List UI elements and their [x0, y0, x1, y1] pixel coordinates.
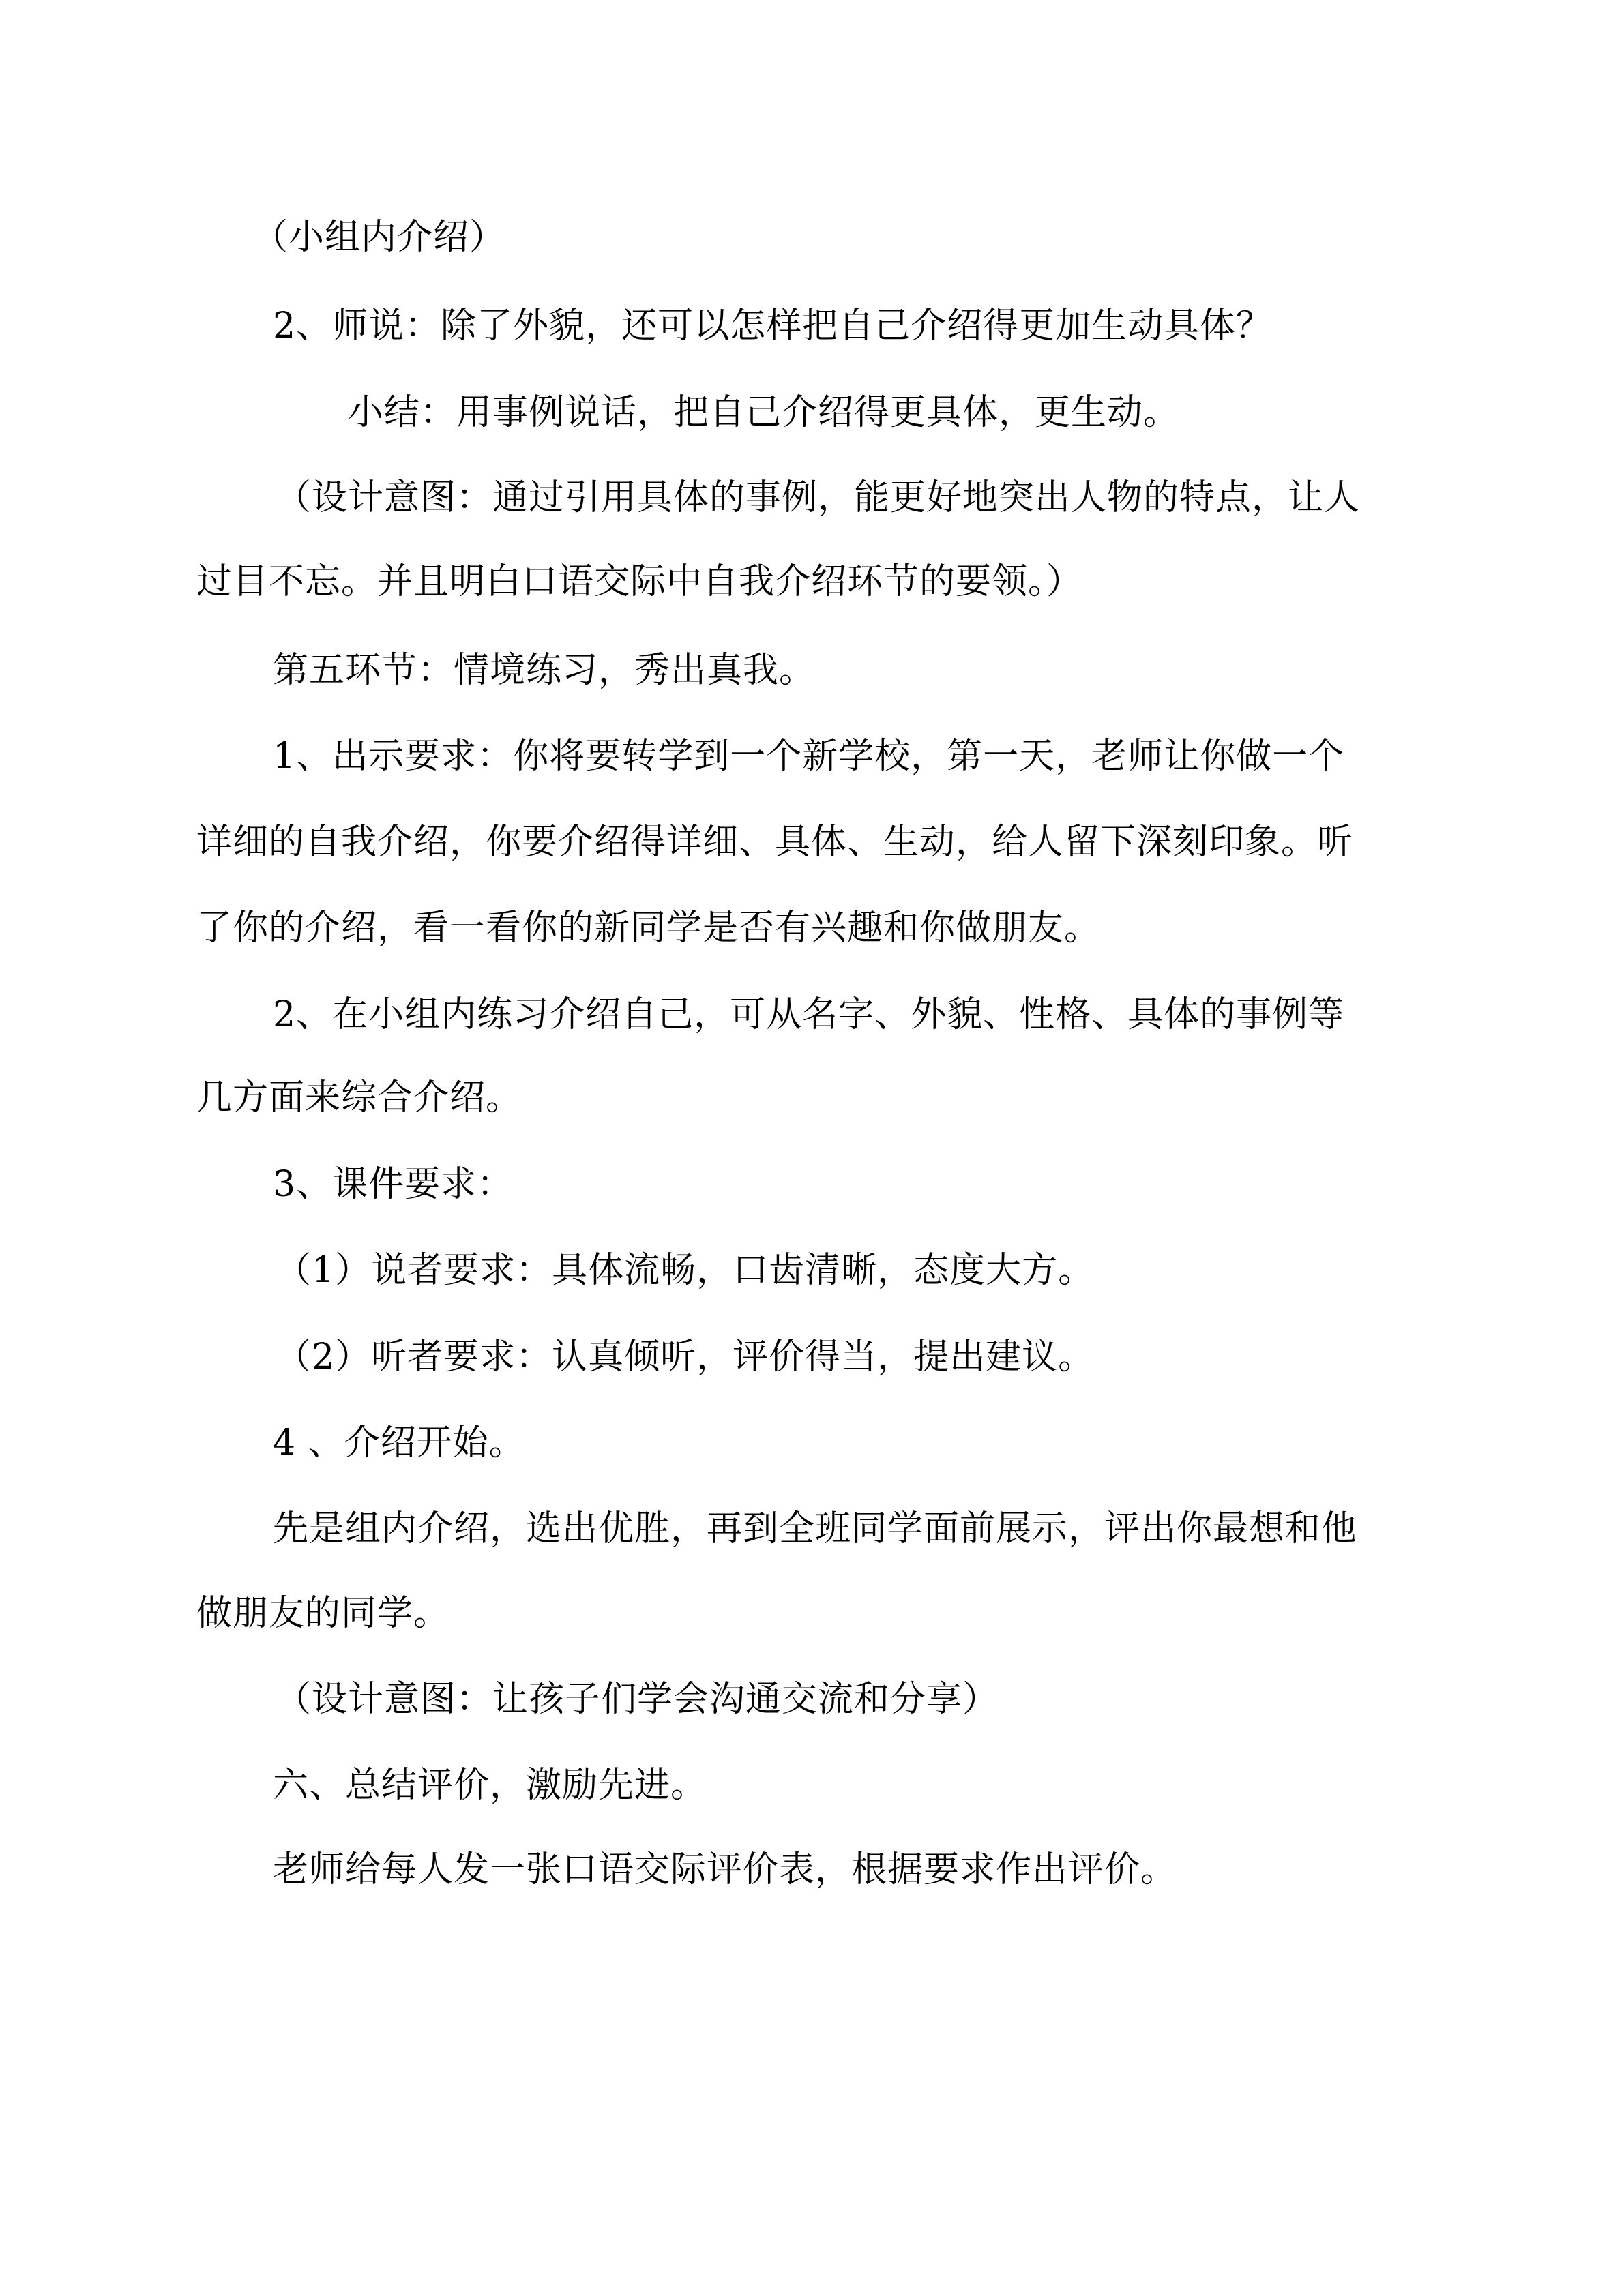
paragraph-process-line-1: 先是组内介绍，选出优胜，再到全班同学面前展示，评出你最想和他 — [273, 1508, 1358, 1549]
paragraph-summary: 小结：用事例说话，把自己介绍得更具体，更生动。 — [348, 392, 1180, 433]
paragraph-teacher-question: 2、师说：除了外貌，还可以怎样把自己介绍得更加生动具体？ — [273, 305, 1273, 346]
paragraph-design-intent-1-line-1: （设计意图：通过引用具体的事例，能更好地突出人物的特点，让人 — [276, 477, 1361, 518]
paragraph-group-intro: （小组内介绍） — [252, 217, 506, 258]
paragraph-courseware-requirements: 3、课件要求： — [273, 1164, 514, 1205]
paragraph-design-intent-2: （设计意图：让孩子们学会沟通交流和分享） — [276, 1679, 999, 1720]
section-heading-six: 六、总结评价，激励先进。 — [273, 1765, 707, 1806]
paragraph-requirement-1-line-1: 1、出示要求：你将要转学到一个新学校，第一天，老师让你做一个 — [273, 736, 1345, 777]
paragraph-requirement-2-line-2: 几方面来综合介绍。 — [196, 1077, 522, 1118]
paragraph-listener-requirements: （2）听者要求：认真倾听，评价得当，提出建议。 — [276, 1337, 1095, 1377]
paragraph-design-intent-1-line-2: 过目不忘。并且明白口语交际中自我介绍环节的要领。） — [196, 561, 1083, 602]
paragraph-intro-start: 4 、介绍开始。 — [273, 1422, 525, 1463]
paragraph-requirement-1-line-2: 详细的自我介绍，你要介绍得详细、具体、生动，给人留下深刻印象。听 — [196, 822, 1354, 863]
section-heading-five: 第五环节：情境练习，秀出真我。 — [273, 650, 816, 691]
paragraph-process-line-2: 做朋友的同学。 — [196, 1593, 450, 1634]
paragraph-requirement-1-line-3: 了你的介绍，看一看你的新同学是否有兴趣和你做朋友。 — [196, 908, 1101, 949]
paragraph-requirement-2-line-1: 2、在小组内练习介绍自己，可从名字、外貌、性格、具体的事例等 — [273, 994, 1345, 1035]
paragraph-speaker-requirements: （1）说者要求：具体流畅，口齿清晰，态度大方。 — [276, 1250, 1095, 1291]
paragraph-evaluation: 老师给每人发一张口语交际评价表，根据要求作出评价。 — [273, 1849, 1177, 1890]
